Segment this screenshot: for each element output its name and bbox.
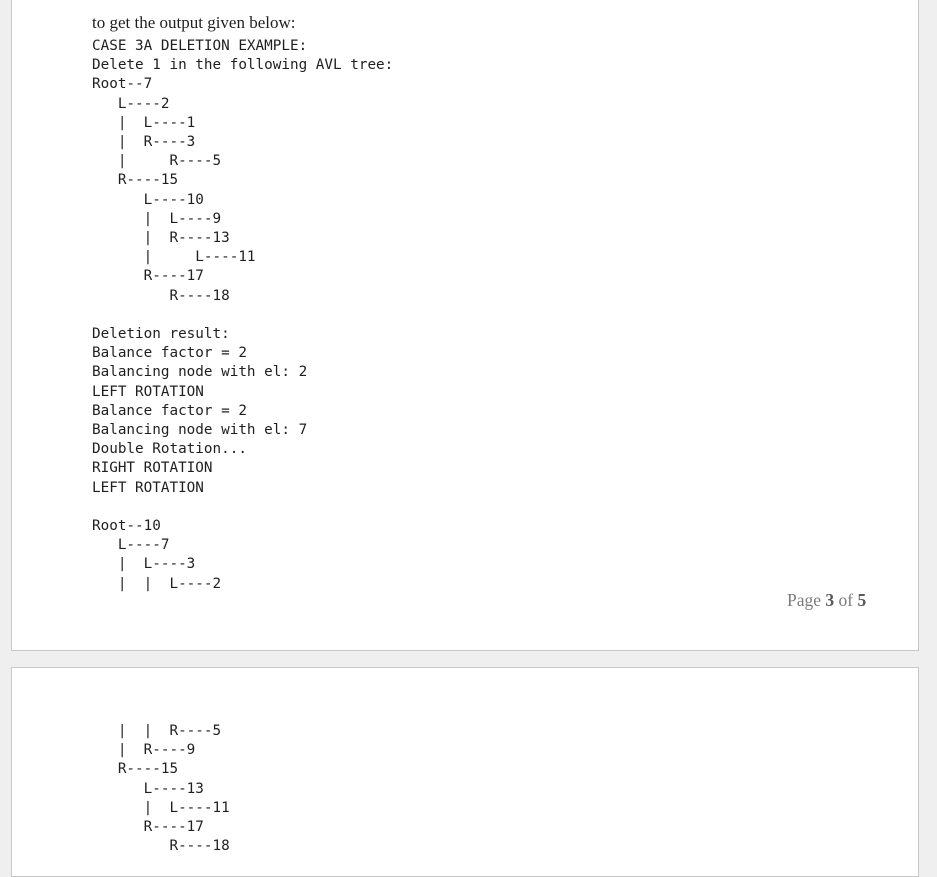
document-page-4 [11, 667, 919, 877]
code-output-continued: | | R----5 | R----9 R----15 L----13 | L----11 R----17 R----18 [117, 723, 230, 855]
document-page-3 [11, 0, 919, 651]
code-output-block: CASE 3A DELETION EXAMPLE: Delete 1 in the following AVL tree: Root--7 L----2 | L----1 | R----3 | R----5 R----15 L----10 | L----9 | R----13 | L----11 R----17 R----18 Deletion result: Balance factor = 2 Balancing node with el: 2 LEFT ROTATION Balance factor = 2 Balancing node with el: 7 Double Rotation... RIGHT ROTATION LEFT ROTATION Root--10 L----7 | L----3 | | L----2 [92, 38, 394, 592]
total-pages-number: 5 [857, 590, 867, 610]
page-of-label: of [838, 590, 854, 610]
page-label: Page [787, 590, 822, 610]
intro-text: to get the output given below: [92, 13, 296, 32]
page-indicator [787, 590, 866, 611]
current-page-number: 3 [825, 590, 835, 610]
